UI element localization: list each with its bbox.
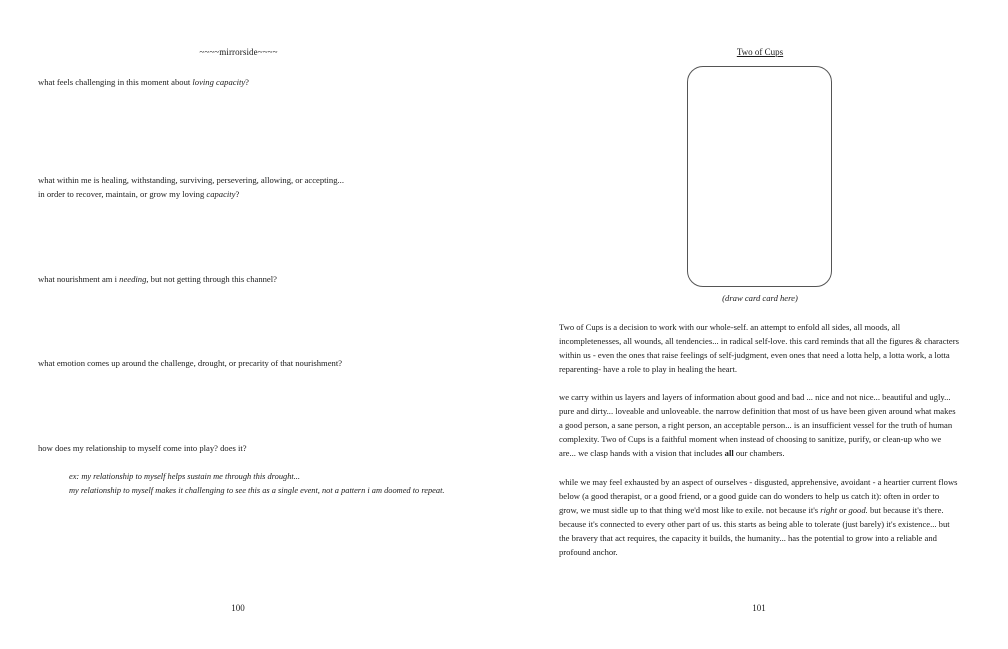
right-page xyxy=(504,0,1008,649)
page-title: ~~~~mirrorside~~~~ xyxy=(199,47,278,57)
page-number: 101 xyxy=(752,603,766,613)
prompt-text: what feels challenging in this moment about xyxy=(38,77,193,87)
paragraph-whole-self: Two of Cups is a decision to work with our whole-self. an attempt to enfold all sides, all moods, all incompletenesses, all wounds, all tendencies... in radical self-love. this card reminds that all the figures & characters within us - even the ones that raise feelings of self-judgment, even ones that need a lotta help, a lotta work, a lotta reparenting- have a role to play in healing the heart. xyxy=(559,322,959,374)
prompt-text: ? xyxy=(235,189,240,199)
prompt-healing xyxy=(38,173,478,201)
prompt-text: ? xyxy=(245,77,249,87)
paragraph-layers xyxy=(559,390,959,460)
paragraph-bold: all xyxy=(724,448,734,458)
example-line: ex: my relationship to myself helps sustain me through this drought... xyxy=(69,472,300,481)
paragraph-text: our chambers. xyxy=(733,448,785,458)
prompt-nourishment xyxy=(38,272,478,286)
paragraph-text: while we may feel exhausted by an aspect of ourselves - disgusted, apprehensive, avoidant - a heartier current flows below (a good therapist, or a good friend, or a good guide can do wonders to help us catch it): often in order to grow, we must sidle up to that thing we'd most like to exile. not because it's xyxy=(559,477,958,515)
prompt-relationship: how does my relationship to myself come into play? does it? xyxy=(38,443,247,453)
prompt-emotion: what emotion comes up around the challenge, drought, or precarity of that nourishment? xyxy=(38,358,343,368)
prompt-text: in order to recover, maintain, or grow my loving xyxy=(38,189,207,199)
card-drawing-frame xyxy=(687,66,832,287)
prompt-line: what within me is healing, withstanding, surviving, persevering, allowing, or accepting... xyxy=(38,175,344,185)
page-number: 100 xyxy=(231,603,245,613)
prompt-emphasis: capacity xyxy=(206,189,236,199)
paragraph-anchor xyxy=(559,475,959,559)
paragraph-emphasis: good. xyxy=(848,505,868,515)
example-block xyxy=(69,470,449,498)
paragraph-emphasis: right xyxy=(820,505,837,515)
prompt-loving-capacity xyxy=(38,75,478,89)
paragraph-text: or xyxy=(836,505,849,515)
prompt-emphasis: loving capacity xyxy=(192,77,246,87)
card-caption: (draw card card here) xyxy=(722,293,798,303)
prompt-emphasis: needing xyxy=(119,274,147,284)
card-title: Two of Cups xyxy=(736,47,784,57)
example-line: my relationship to myself makes it challenging to see this as a single event, not a pattern i am doomed to repeat. xyxy=(69,486,445,495)
paragraph-text: but because it's there. because it's connected to every other part of us. this starts as being able to tolerate (just barely) it's existence... but the bravery that act requires, the capacity it builds, the humanity... has the potential to grow into a reliable and profound anchor. xyxy=(559,505,950,557)
prompt-text: what nourishment am i xyxy=(38,274,120,284)
prompt-text: , but not getting through this channel? xyxy=(146,274,277,284)
paragraph-text: we carry within us layers and layers of information about good and bad ... nice and not nice... beautiful and ugly... pure and dirty... loveable and unloveable. the narrow definition that most of us have been given around what makes a good person, a sane person, a right person, an acceptable person... is an insufficient vessel for the truth of human complexity. Two of Cups is a faithful moment when instead of choosing to sanitize, purify, or clean-up who we are... we clasp hands with a vision that includes xyxy=(559,392,956,458)
